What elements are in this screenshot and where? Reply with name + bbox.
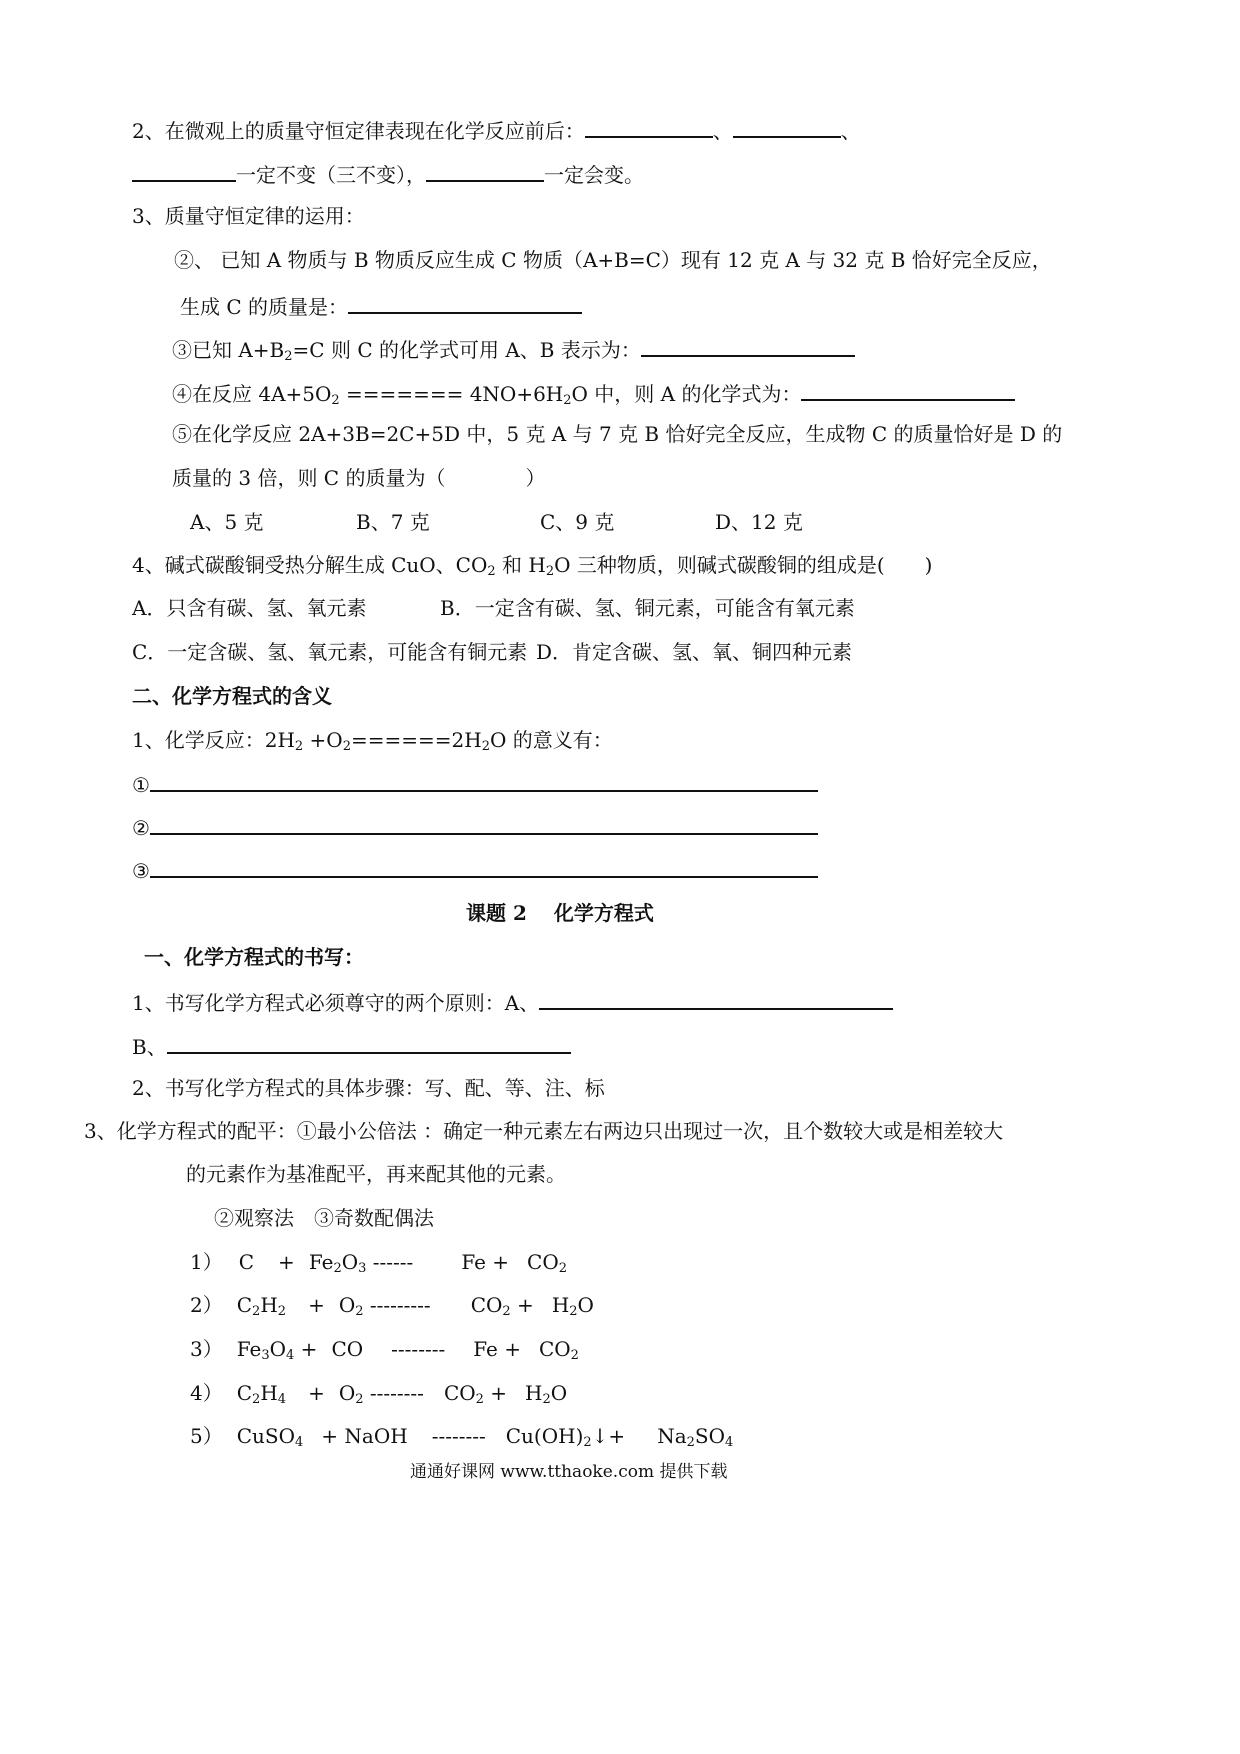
blank-4[interactable] — [426, 158, 544, 182]
w3-methods: ②观察法 ③奇数配偶法 — [214, 1206, 434, 1230]
writing-section-title: 一、化学方程式的书写： — [144, 945, 364, 969]
w1-line: 1、书写化学方程式必须尊守的两个原则：A、 — [132, 986, 893, 1017]
equation-5: 5） CuSO$_4$ + NaOH -------- $Cu(OH)_2↓+ Na_2SO_4$ — [190, 1424, 734, 1450]
q3-2-line: ②、 已知 A 物质与 B 物质反应生成 C 物质（A+B=C）现有 12 克 A 与 32 克 B 恰好完全反应， — [174, 248, 1052, 272]
q3-5-option-d: D、12 克 — [715, 510, 803, 534]
lesson-title: 课题 2 化学方程式 — [466, 901, 654, 925]
blank-1[interactable] — [585, 114, 713, 138]
q4-option-b: B．一定含有碳、氢、铜元素，可能含有氧元素 — [440, 596, 855, 620]
blank-meaning-2[interactable] — [150, 811, 818, 835]
q3-5-option-b: B、7 克 — [356, 510, 430, 534]
blank-3[interactable] — [132, 158, 236, 182]
q2-prefix: 2、在微观上的质量守恒定律表现在化学反应前后： — [132, 119, 585, 143]
sep: 、 — [712, 119, 733, 143]
equation-3: 3） $Fe_3O_4$ + CO -------- $Fe + CO_2$ — [190, 1337, 579, 1363]
w3-cont: 的元素作为基准配平，再来配其他的元素。 — [186, 1162, 566, 1186]
q3-4-line: ④在反应 $4A+5O_2$ ======= $4NO+6H_2O$ 中，则 A 的化学式为： — [172, 377, 1015, 408]
blank-meaning-3[interactable] — [150, 854, 818, 878]
sec2-q1-line: 1、化学反应：$2H_2 +O_2======2H_2O$ 的意义有： — [132, 728, 613, 754]
blank-5[interactable] — [348, 290, 582, 314]
equation-2: 2） $C_2H_2 + O_2$ --------- $CO_2 + H_2O$ — [190, 1293, 594, 1319]
blank-6[interactable] — [641, 333, 855, 357]
meaning-line-1: ① — [132, 768, 818, 799]
blank-meaning-1[interactable] — [150, 768, 818, 792]
blank-principle-b[interactable] — [167, 1030, 571, 1054]
q2-unchanged: 一定不变（三不变）， — [236, 163, 426, 187]
sep: 、 — [840, 119, 861, 143]
q2-line2 — [132, 158, 644, 189]
q3-5-line: ⑤在化学反应 2A+3B=2C+5D 中，5 克 A 与 7 克 B 恰好完全反应，生成物 C 的质量恰好是 D 的 — [172, 422, 1063, 446]
w3-line: 3、化学方程式的配平：①最小公倍法 ：确定一种元素左右两边只出现过一次，且个数较大或是相差较大 — [84, 1119, 1004, 1143]
q2-micro-line — [132, 114, 861, 145]
q3-3-line: ③已知 $A+B_2=C$ 则 C 的化学式可用 A、B 表示为： — [172, 333, 855, 364]
q3-5-option-c: C、9 克 — [540, 510, 615, 534]
q4-option-a: A．只含有碳、氢、氧元素 — [132, 596, 367, 620]
section-2-title: 二、化学方程式的含义 — [132, 684, 332, 708]
q4-line: 4、碱式碳酸铜受热分解生成 CuO、$CO_2$ 和 $H_2O$ 三种物质，则碱式碳酸铜的组成是( ) — [132, 553, 933, 579]
blank-principle-a[interactable] — [539, 986, 893, 1010]
meaning-line-2: ② — [132, 811, 818, 842]
w1b-line: B、 — [132, 1030, 571, 1061]
q4-option-c: C．一定含碳、氢、氧元素，可能含有铜元素 — [132, 640, 528, 664]
footer-text: 通通好课网 www.tthaoke.com 提供下载 — [410, 1462, 728, 1482]
blank-7[interactable] — [801, 377, 1015, 401]
q3-5-option-a: A、5 克 — [190, 510, 264, 534]
equation-4: 4） $C_2H_4 + O_2$ -------- $CO_2 + H_2O$ — [190, 1381, 568, 1407]
blank-2[interactable] — [733, 114, 841, 138]
meaning-line-3: ③ — [132, 854, 818, 885]
q2-changed: 一定会变。 — [544, 163, 644, 187]
q3-title: 3、质量守恒定律的运用： — [132, 204, 365, 228]
q3-2-answer-line: 生成 C 的质量是： — [180, 290, 582, 321]
equation-1: 1） $C + Fe_2O_3$ ------ $Fe + CO_2$ — [190, 1250, 568, 1276]
q3-5-cont: 质量的 3 倍，则 C 的质量为（ ） — [172, 466, 546, 490]
w2-line: 2、书写化学方程式的具体步骤：写、配、等、注、标 — [132, 1076, 605, 1100]
q4-option-d: D．肯定含碳、氢、氧、铜四种元素 — [536, 640, 853, 664]
